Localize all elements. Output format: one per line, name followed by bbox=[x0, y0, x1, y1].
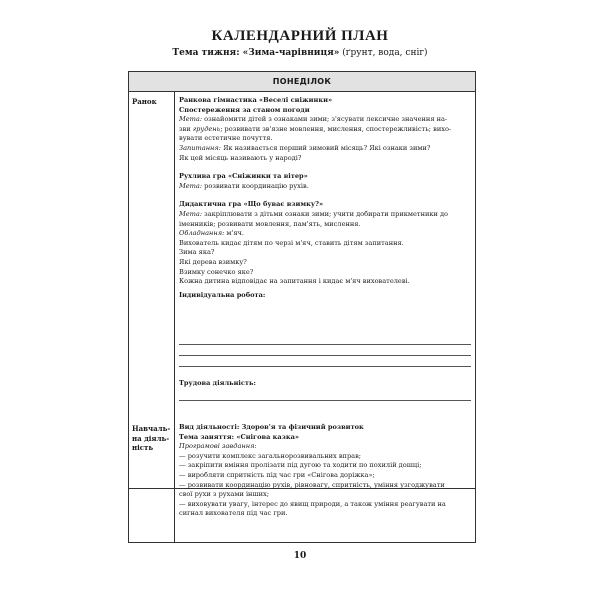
week-theme-rest: (ґрунт, вода, сніг) bbox=[339, 48, 428, 58]
activity-line bbox=[179, 423, 472, 433]
riddle-label: Запитання: bbox=[179, 143, 221, 152]
goal-1-line-1 bbox=[179, 115, 472, 125]
row-label-morning: Ранок bbox=[132, 97, 157, 106]
task-4-line-1: — розвивати координацію рухів, рівновагу, спритність, уміння узгоджувати bbox=[179, 480, 445, 489]
riddle-line-1 bbox=[179, 144, 472, 154]
goal-1-l2-rest: ; розвивати зв'язне мовлення, мислення, спостережливість; вихо- bbox=[220, 124, 452, 133]
equipment-label: Обладнання: bbox=[179, 229, 225, 238]
day-header: ПОНЕДІЛОК bbox=[129, 72, 475, 92]
week-theme-label: Тема тижня: «Зима-чарівниця» bbox=[172, 48, 340, 58]
page-title: КАЛЕНДАРНИЙ ПЛАН bbox=[211, 28, 389, 44]
goal-3-line-1 bbox=[179, 210, 472, 220]
goal-3-label: Мета: bbox=[179, 209, 203, 218]
task-1: — розучити комплекс загальнорозвивальних вправ; bbox=[179, 451, 362, 460]
gym-title: Ранкова гімнастика «Веселі сніжинки» bbox=[179, 96, 333, 104]
equipment-text: м'яч. bbox=[224, 229, 244, 238]
morning-content bbox=[179, 96, 472, 300]
goal-2-text: розвивати координацію рухів. bbox=[202, 181, 309, 190]
goal-2-line bbox=[179, 182, 472, 192]
row-label-lessons-1: Навчаль- bbox=[132, 424, 171, 433]
row-label-lessons bbox=[132, 424, 172, 453]
task-3: — виробляти спритність під час гри «Снігова доріжка»; bbox=[179, 470, 375, 479]
riddle-text: Як називається перший зимовий місяць? Які ознаки зими? bbox=[221, 143, 431, 152]
lessons-content bbox=[179, 423, 472, 519]
game-2-question-1: Зима яка? bbox=[179, 248, 215, 257]
game-1-title: Рухлива гра «Сніжинки та вітер» bbox=[179, 172, 308, 181]
goal-1-l2-label: зви bbox=[179, 124, 191, 133]
fill-line bbox=[179, 366, 471, 367]
game-2-line-2: Кожна дитина відповідає на запитання і кидає м'яч вихователеві. bbox=[179, 277, 410, 286]
topic-label: Тема заняття: bbox=[179, 432, 235, 441]
goal-1-l2-word: грудень bbox=[190, 124, 221, 133]
task-4-line-2: свої рухи з рухами інших; bbox=[179, 490, 269, 499]
equipment-line bbox=[179, 229, 472, 239]
goal-3-line-2: іменників; розвивати мовлення, пам'ять, мислення. bbox=[179, 219, 361, 228]
week-theme bbox=[0, 48, 600, 58]
goal-1-label: Мета: bbox=[179, 115, 203, 124]
goal-1-line-2 bbox=[179, 125, 472, 135]
column-divider bbox=[174, 91, 175, 542]
fill-line bbox=[179, 355, 471, 356]
plan-table bbox=[128, 71, 476, 543]
topic-text: «Снігова казка» bbox=[234, 432, 300, 441]
fill-line bbox=[179, 400, 471, 401]
row-label-lessons-3: ність bbox=[132, 443, 154, 452]
game-2-question-2: Які дерева взимку? bbox=[179, 257, 247, 266]
labor-block bbox=[179, 379, 472, 389]
activity-label: Вид діяльності: bbox=[179, 423, 240, 431]
task-5-line-1: — виховувати увагу, інтерес до явищ природи, а також уміння реагувати на bbox=[179, 499, 446, 508]
game-2-title: Дидактична гра «Що буває взимку?» bbox=[179, 200, 324, 209]
goal-1-line-3: вувати естетичне почуття. bbox=[179, 134, 273, 143]
task-5-line-2: сигнал вихователя під час гри. bbox=[179, 509, 288, 518]
riddle-line-2: Як цей місяць називають у народі? bbox=[179, 153, 302, 162]
game-2-question-3: Взимку сонечко яке? bbox=[179, 267, 254, 276]
goal-2-label: Мета: bbox=[179, 181, 203, 190]
page-number: 10 bbox=[293, 551, 307, 561]
tasks-label: Програмові завдання: bbox=[179, 442, 257, 451]
activity-text: Здоров'я та фізичний розвиток bbox=[239, 423, 364, 431]
observation-title: Спостереження за станом погоди bbox=[179, 105, 310, 114]
row-label-lessons-2: на діяль- bbox=[132, 433, 170, 443]
labor-label: Трудова діяльність: bbox=[179, 379, 256, 387]
topic-line bbox=[179, 433, 472, 443]
goal-1-text: ознайомити дітей з ознаками зими; з'ясувати лексичне значення на- bbox=[202, 115, 448, 124]
individual-work-label: Індивідуальна робота: bbox=[179, 290, 266, 299]
goal-3-text: закріплювати з дітьми ознаки зими; учити добирати прикметники до bbox=[202, 209, 448, 218]
fill-line bbox=[179, 344, 471, 345]
task-2: — закріпити вміння пролізати під дугою та ходити по похилій дошці; bbox=[179, 461, 422, 470]
game-2-line-1: Вихователь кидає дітям по черзі м'яч, ставить дітям запитання. bbox=[179, 238, 404, 247]
